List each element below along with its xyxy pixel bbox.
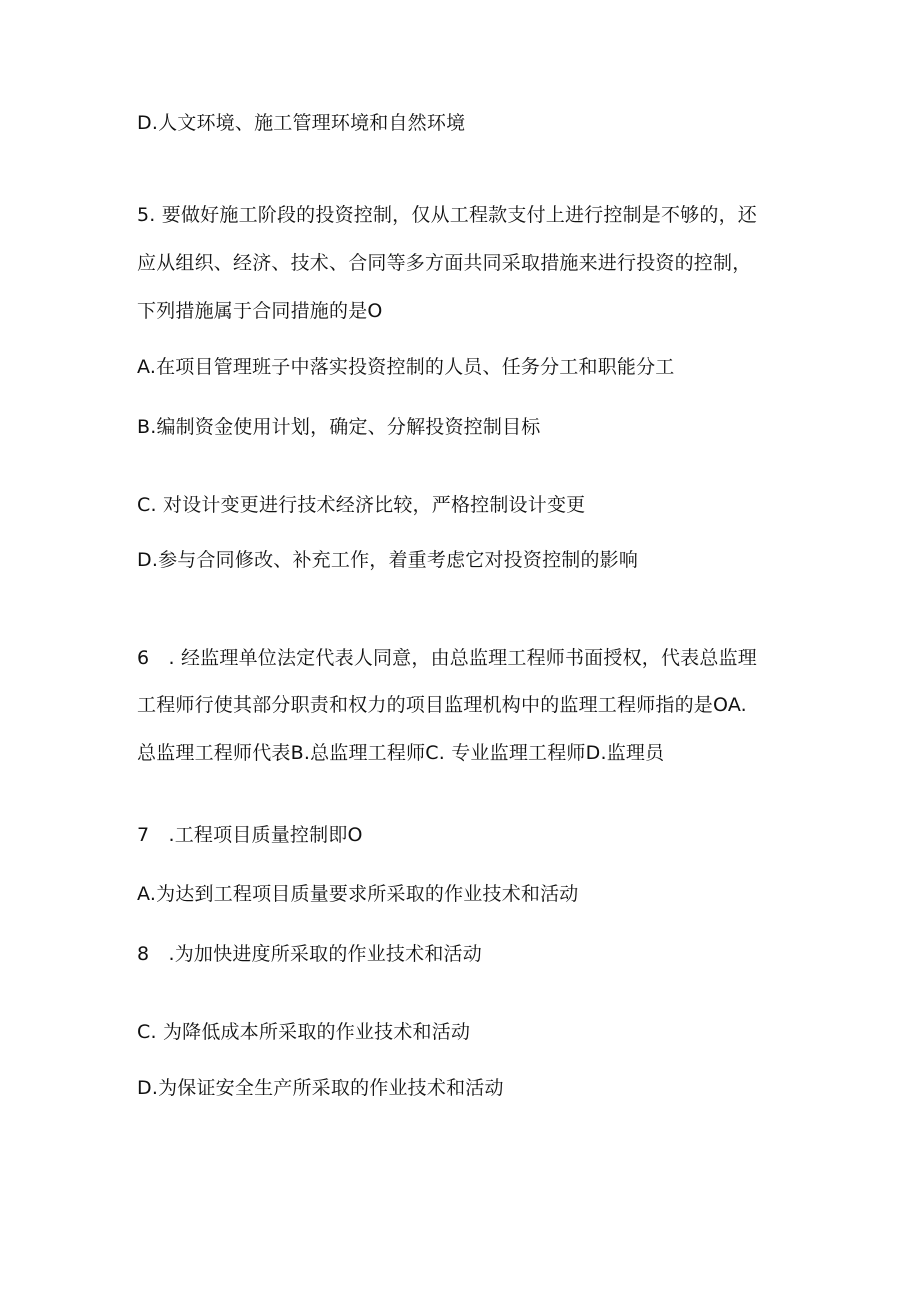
q5-option-c: C. 对设计变更进行技术经济比较，严格控制设计变更 [137, 494, 586, 516]
q7-option-c: C. 为降低成本所采取的作业技术和活动 [137, 1021, 471, 1043]
q5-stem-line-3: 下列措施属于合同措施的是O [137, 300, 383, 322]
q5-option-b: B.编制资金使用计划，确定、分解投资控制目标 [137, 416, 541, 438]
q7-option-d: D.为保证安全生产所采取的作业技术和活动 [137, 1077, 504, 1099]
q5-option-d: D.参与合同修改、补充工作，着重考虑它对投资控制的影响 [137, 549, 639, 571]
q7-option-a: A.为达到工程项目质量要求所采取的作业技术和活动 [137, 883, 579, 905]
q6-stem-line-1: 6 . 经监理单位法定代表人同意，由总监理工程师书面授权，代表总监理 [137, 647, 757, 669]
q5-option-a: A.在项目管理班子中落实投资控制的人员、任务分工和职能分工 [137, 356, 675, 378]
q7-stem: 7 .工程项目质量控制即O [137, 824, 363, 846]
q7-option-b: 8 .为加快进度所采取的作业技术和活动 [137, 943, 482, 965]
q6-stem-line-3: 总监理工程师代表B.总监理工程师C. 专业监理工程师D.监理员 [137, 742, 665, 764]
q5-stem-line-1: 5. 要做好施工阶段的投资控制，仅从工程款支付上进行控制是不够的，还 [137, 204, 757, 226]
q4-option-d: D.人文环境、施工管理环境和自然环境 [137, 112, 466, 134]
q5-stem-line-2: 应从组织、经济、技术、合同等多方面共同采取措施来进行投资的控制， [137, 252, 752, 274]
q6-stem-line-2: 工程师行使其部分职责和权力的项目监理机构中的监理工程师指的是OA. [137, 694, 747, 716]
